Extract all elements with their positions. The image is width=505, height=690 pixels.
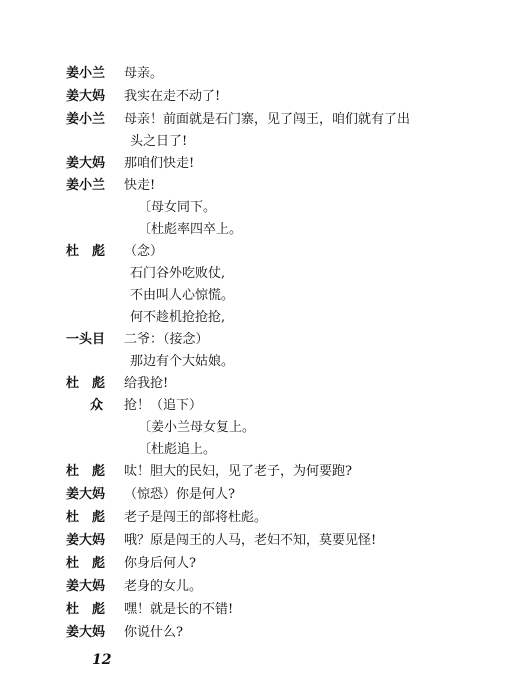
dialogue-text: 你身后何人? xyxy=(124,556,196,571)
dialogue-text: 那咱们快走! xyxy=(124,156,195,171)
speaker-label: 姜小兰 xyxy=(66,112,106,127)
speaker-label: 杜 彪 xyxy=(66,602,106,617)
speaker-label: 姜大妈 xyxy=(66,579,106,594)
dialogue-continuation: 头之日了! xyxy=(130,134,188,149)
dialogue-text: 抢！（追下） xyxy=(124,398,203,413)
dialogue-text: 我实在走不动了! xyxy=(124,89,221,104)
speaker-label: 姜大妈 xyxy=(66,625,106,640)
dialogue-text: 二爷：（接念） xyxy=(124,332,209,347)
dialogue-text: 老子是闯王的部将杜彪。 xyxy=(124,510,268,525)
verse-line: 不由叫人心惊慌。 xyxy=(130,288,235,303)
dialogue-text: 母亲！前面就是石门寨，见了闯王，咱们就有了出 xyxy=(124,112,411,127)
stage-direction: 〔杜彪率四卒上。 xyxy=(138,222,243,237)
dialogue-text: 快走! xyxy=(124,178,156,193)
speaker-label: 杜 彪 xyxy=(66,556,106,571)
verse-line: 那边有个大姑娘。 xyxy=(130,354,235,369)
page-number: 12 xyxy=(92,652,112,668)
dialogue-text: 嘿！就是长的不错! xyxy=(124,602,234,617)
stage-direction: 〔姜小兰母女复上。 xyxy=(138,420,256,435)
speaker-label: 姜小兰 xyxy=(66,178,106,193)
speaker-label: 杜 彪 xyxy=(66,464,106,479)
dialogue-text: 呔！胆大的民妇，见了老子，为何要跑? xyxy=(124,464,352,479)
dialogue-text: 给我抢! xyxy=(124,376,169,391)
stage-direction: 〔杜彪追上。 xyxy=(138,442,217,457)
verse-line: 石门谷外吃败仗, xyxy=(130,266,226,281)
dialogue-text: 你说什么? xyxy=(124,625,183,640)
stage-direction: 〔母女同下。 xyxy=(138,200,217,215)
speaker-label: 姜大妈 xyxy=(66,533,106,548)
speaker-label: 姜大妈 xyxy=(66,487,106,502)
speaker-label: 杜 彪 xyxy=(66,376,106,391)
dialogue-text: 母亲。 xyxy=(124,66,164,81)
dialogue-text: 老身的女儿。 xyxy=(124,579,203,594)
speaker-label: 杜 彪 xyxy=(66,244,106,259)
speaker-label: 杜 彪 xyxy=(66,510,106,525)
verse-line: 何不趁机抢抢抢, xyxy=(130,310,226,325)
speaker-label: 姜大妈 xyxy=(66,156,106,171)
speaker-label: 姜小兰 xyxy=(66,66,106,81)
speaker-label: 众 xyxy=(90,398,104,413)
dialogue-text: （念） xyxy=(124,244,164,259)
dialogue-text: 哦？原是闯王的人马，老妇不知，莫要见怪! xyxy=(124,533,377,548)
speaker-label: 姜大妈 xyxy=(66,89,106,104)
speaker-label: 一头目 xyxy=(66,332,106,347)
dialogue-text: （惊恐）你是何人? xyxy=(124,487,235,502)
